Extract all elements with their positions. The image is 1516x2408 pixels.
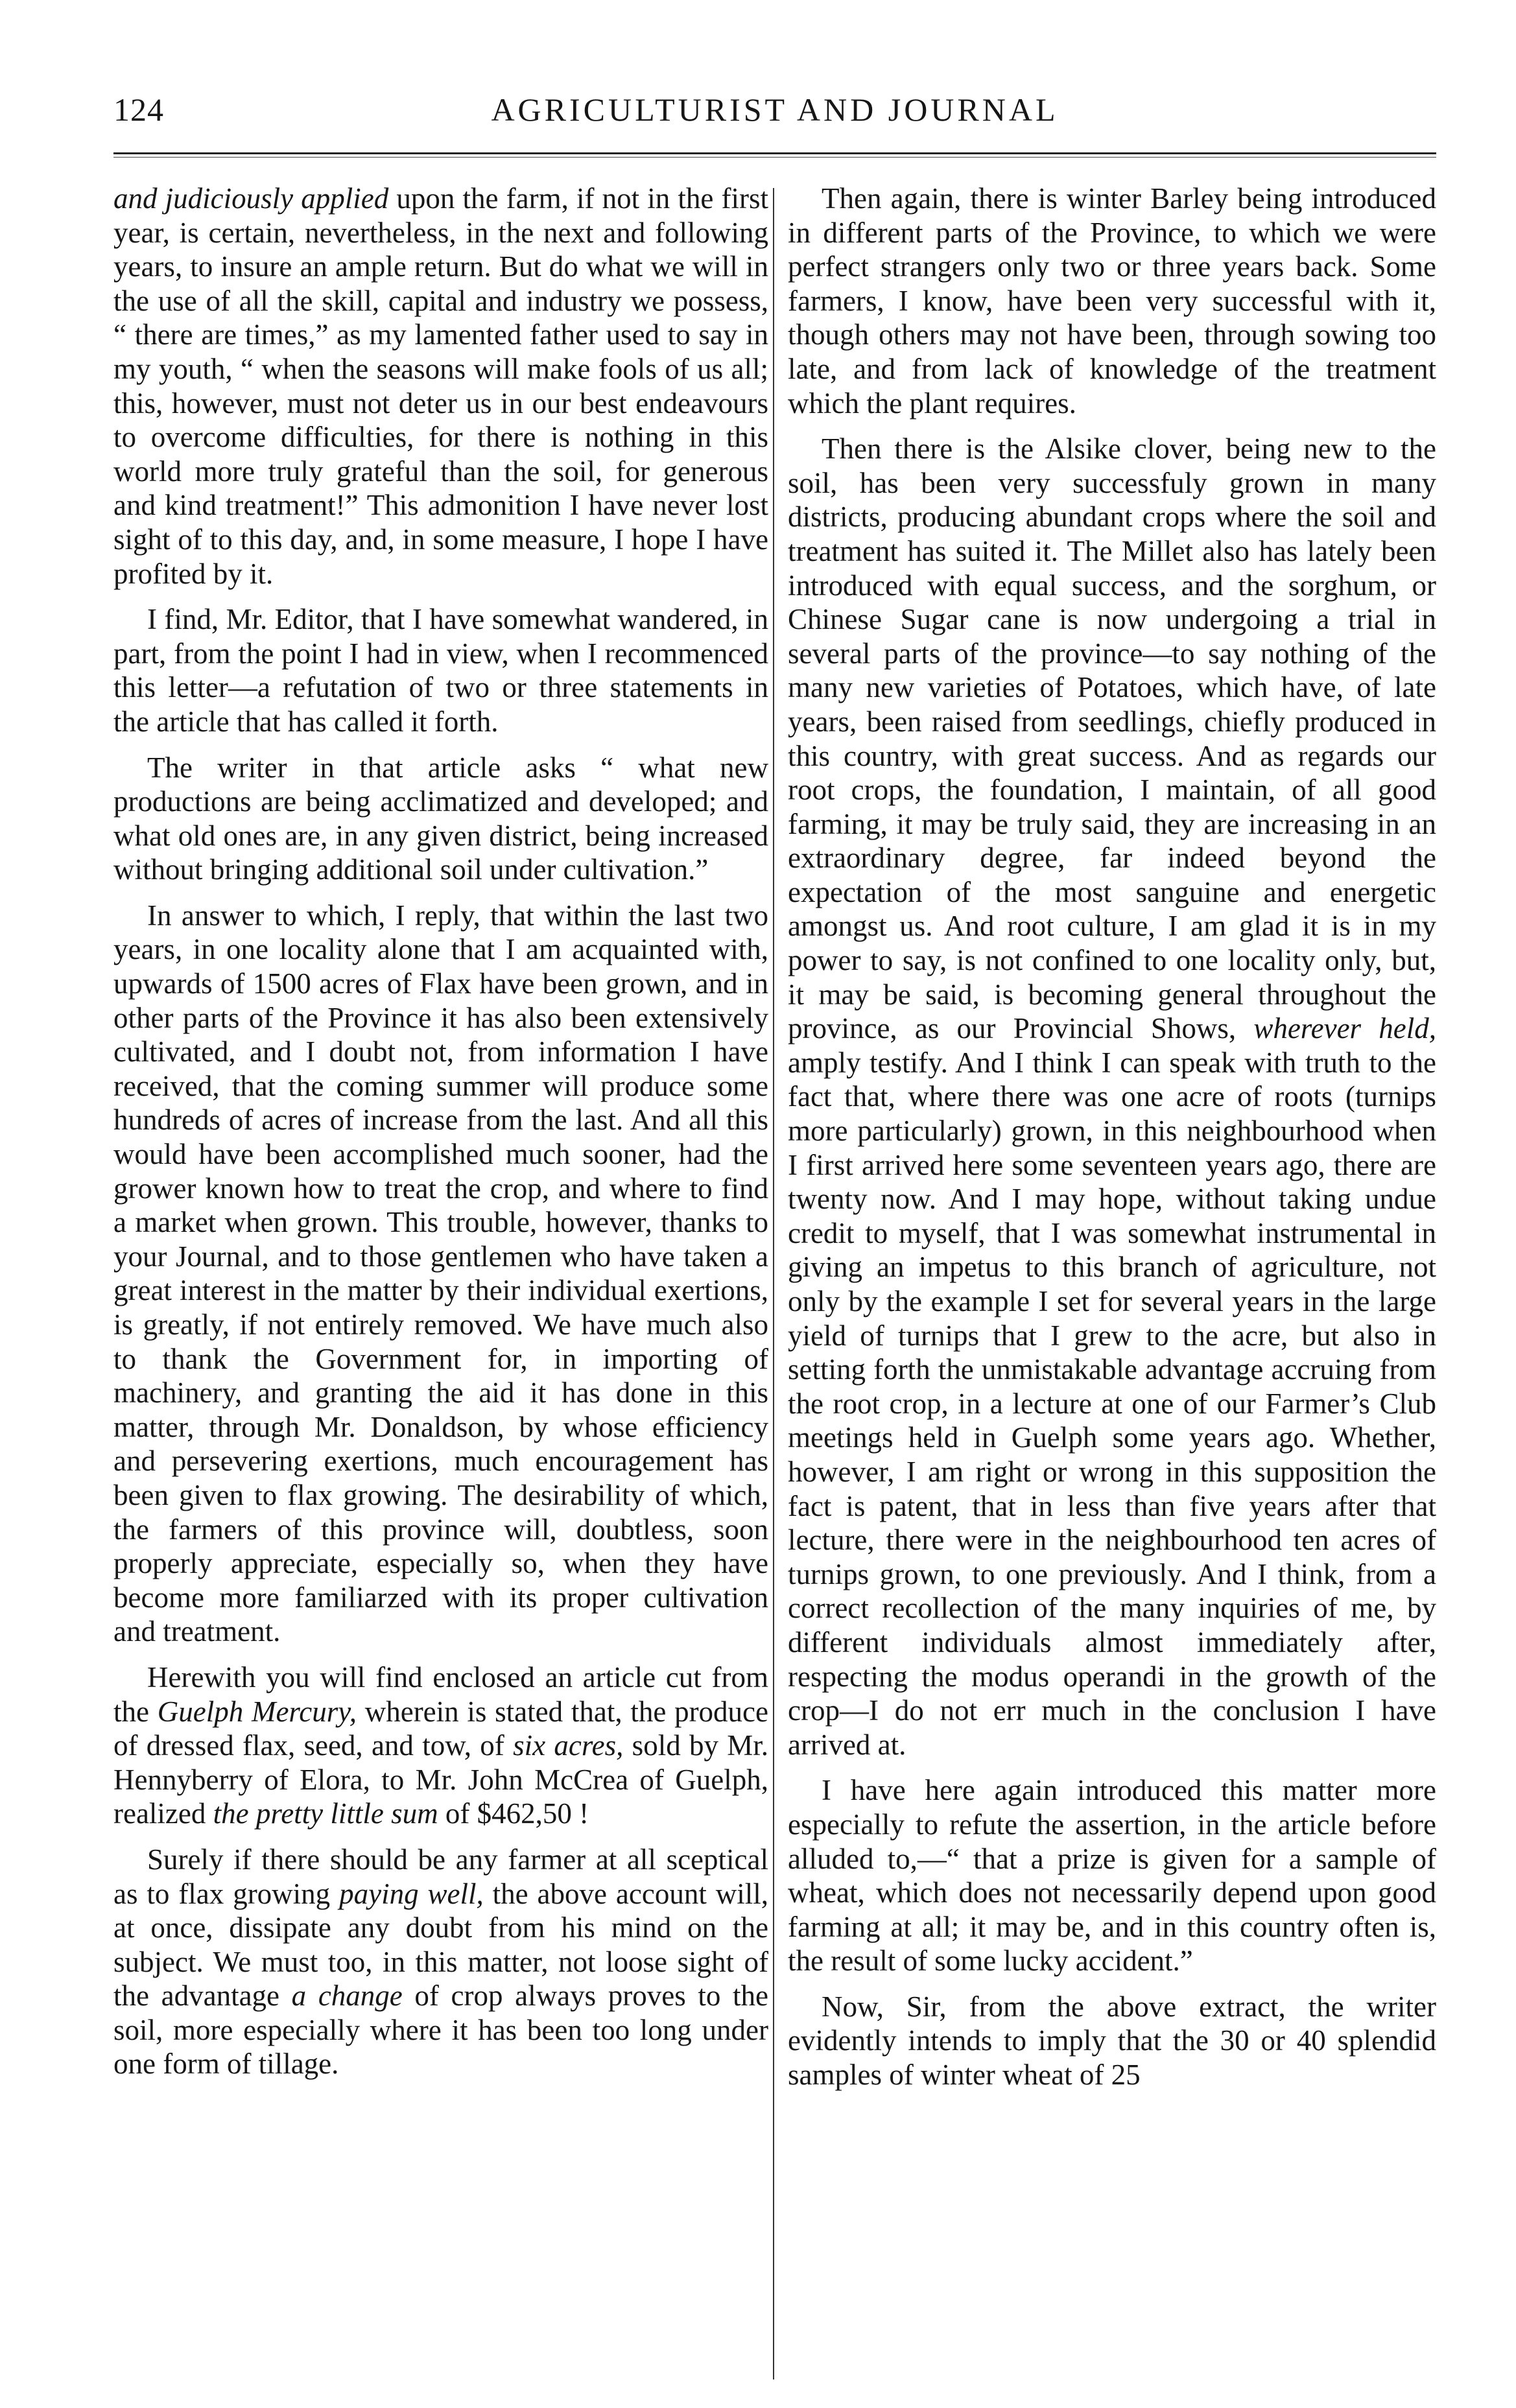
paragraph: In answer to which, I reply, that within the last two years, in one locality alone that I am acquainted with, upwards of 1500 acres of Flax have been grown, and in other parts of the Province it has also been extensively cultivated, and I doubt not, from information I have received, that the coming summer will produce some hundreds of acres of increase from the last. And all this would have been accomplished much sooner, had the grower known how to treat the crop, and where to find a market when grown. This trouble, however, thanks to your Journal, and to those gentlemen who have taken a great interest in the matter by their individual exertions, is greatly, if not entirely removed. We have much also to thank the Government for, in importing of machinery, and granting the aid it has done in this matter, through Mr. Donaldson, by whose efficiency and persevering exertions, much encouragement has been given to flax growing. The desirability of which, the farmers of this province will, doubtless, soon properly appreciate, especially so, when they have become more familiarzed with its proper cultivation and treatment. <box>113 899 768 1648</box>
paragraph: I have here again introduced this matter more especially to refute the assertion, in the article before alluded to,—“ that a prize is given for a sample of wheat, which does not necessarily depend upon good farming at all; it may be, and in this country often is, the result of some lucky accident.” <box>788 1774 1436 1977</box>
paragraph-text: upon the farm, if not in the first year, is certain, nevertheless, in the next and following years, to insure an ample return. But do what we will in the use of all the skill, capital and industry we possess, “ there are times,” as my lamented father used to say in my youth, “ when the seasons will make fools of us all; this, however, must not deter us in our best endeavours to overcome difficulties, for there is nothing in this world more truly grateful than the soil, for generous and kind treatment!” This admonition I have never lost sight of to this day, and, in some measure, I hope I have profited by it. <box>113 182 768 590</box>
paragraph: Now, Sir, from the above extract, the writer evidently intends to imply that the 30 or 40 splendid samples of winter wheat of 25 <box>788 1990 1436 2092</box>
paragraph-text: amply testify. And I think I can speak with truth to the fact that, where there was one acre of roots (turnips more particularly) grown, in this neighbourhood when I first arrived here some seventeen years ago, there are twenty now. And I may hope, without taking undue credit to myself, that I was somewhat instrumental in giving an impetus to this branch of agriculture, not only by the example I set for several years in the large yield of turnips that I grew to the acre, but also in setting forth the unmistakable advantage accruing from the root crop, in a lecture at one of our Farmer’s Club meetings held in Guelph some years ago. Whether, however, I am right or wrong in this supposition the fact is patent, that in less than five years after that lecture, there were in the neighbourhood ten acres of turnips grown, to one previously. And I think, from a correct recollection of the many inquiries of me, by different individuals almost immediately after, respecting the modus operandi in the growth of the crop—I do not err much in the conclusion I have arrived at. <box>788 1046 1436 1761</box>
italic-text: and judiciously applied <box>113 182 389 215</box>
paragraph-text: Then there is the Alsike clover, being new to the soil, has been very successfuly grown in many districts, producing abundant crops where the soil and treatment has suited it. The Millet also has lately been introduced with equal success, and the sorghum, or Chinese Sugar cane is now undergoing a trial in several parts of the province—to say nothing of the many new varieties of Potatoes, which have, of late years, been raised from seedlings, chiefly produced in this country, with great success. And as regards our root crops, the foundation, I maintain, of all good farming, it may be truly said, they are increasing in an extraordinary degree, far indeed beyond the expectation of the most sanguine and energetic amongst us. And root culture, I am glad it is in my power to say, is not confined to one locality only, but, it may be said, is becoming general throughout the province, as our Provincial Shows, <box>788 432 1436 1045</box>
paragraph-text: of $462,50 ! <box>438 1797 589 1830</box>
paragraph <box>788 432 1436 1762</box>
paragraph-text: Herewith you will find enclosed an article cut from the <box>113 1660 768 1728</box>
paragraph-text: sold by Mr. Hennyberry of Elora, to Mr. John McCrea of Guelph, realized <box>113 1729 769 1830</box>
paragraph: Then again, there is winter Barley being introduced in different parts of the Province, to which we were perfect strangers only two or three years back. Some farmers, I know, have been very successful with it, though others may not have been, through sowing too late, and from lack of knowledge of the treatment which the plant requires. <box>788 182 1436 419</box>
paragraph: The writer in that article asks “ what new productions are being acclimatized and developed; and what old ones are, in any given district, being increased without bringing additional soil under cultivation.” <box>113 751 768 886</box>
page-number: 124 <box>113 91 164 128</box>
running-head: AGRICULTURIST AND JOURNAL <box>491 91 1059 128</box>
italic-text: Guelph Mercury, <box>157 1695 357 1728</box>
paragraph <box>113 182 768 591</box>
page-header <box>113 91 1436 143</box>
italic-text: wherever held, <box>1253 1012 1436 1045</box>
italic-text: a change <box>291 1979 403 2013</box>
italic-text: the pretty little sum <box>213 1797 438 1830</box>
left-column <box>113 182 768 2093</box>
paragraph-text: the above account will, at once, dissipate any doubt from his mind on the subject. We must too, in this matter, not loose sight of the advantage <box>113 1877 768 2013</box>
paragraph-text: wherein is stated that, the produce of dressed flax, seed, and tow, of <box>113 1695 769 1762</box>
paragraph-text: Surely if there should be any farmer at all sceptical as to flax growing <box>113 1843 768 1910</box>
paragraph: I find, Mr. Editor, that I have somewhat wandered, in part, from the point I had in view, when I recommenced this letter—a refutation of two or three statements in the article that has called it forth. <box>113 603 768 738</box>
paragraph <box>113 1660 768 1831</box>
italic-text: six acres, <box>513 1729 624 1762</box>
right-column <box>788 182 1436 2104</box>
paragraph <box>113 1843 768 2081</box>
header-rule <box>113 152 1436 158</box>
italic-text: paying well, <box>339 1877 484 1910</box>
paragraph-text: of crop always proves to the soil, more especially where it has been too long under one form of tillage. <box>113 1979 768 2081</box>
column-divider <box>773 188 774 2379</box>
